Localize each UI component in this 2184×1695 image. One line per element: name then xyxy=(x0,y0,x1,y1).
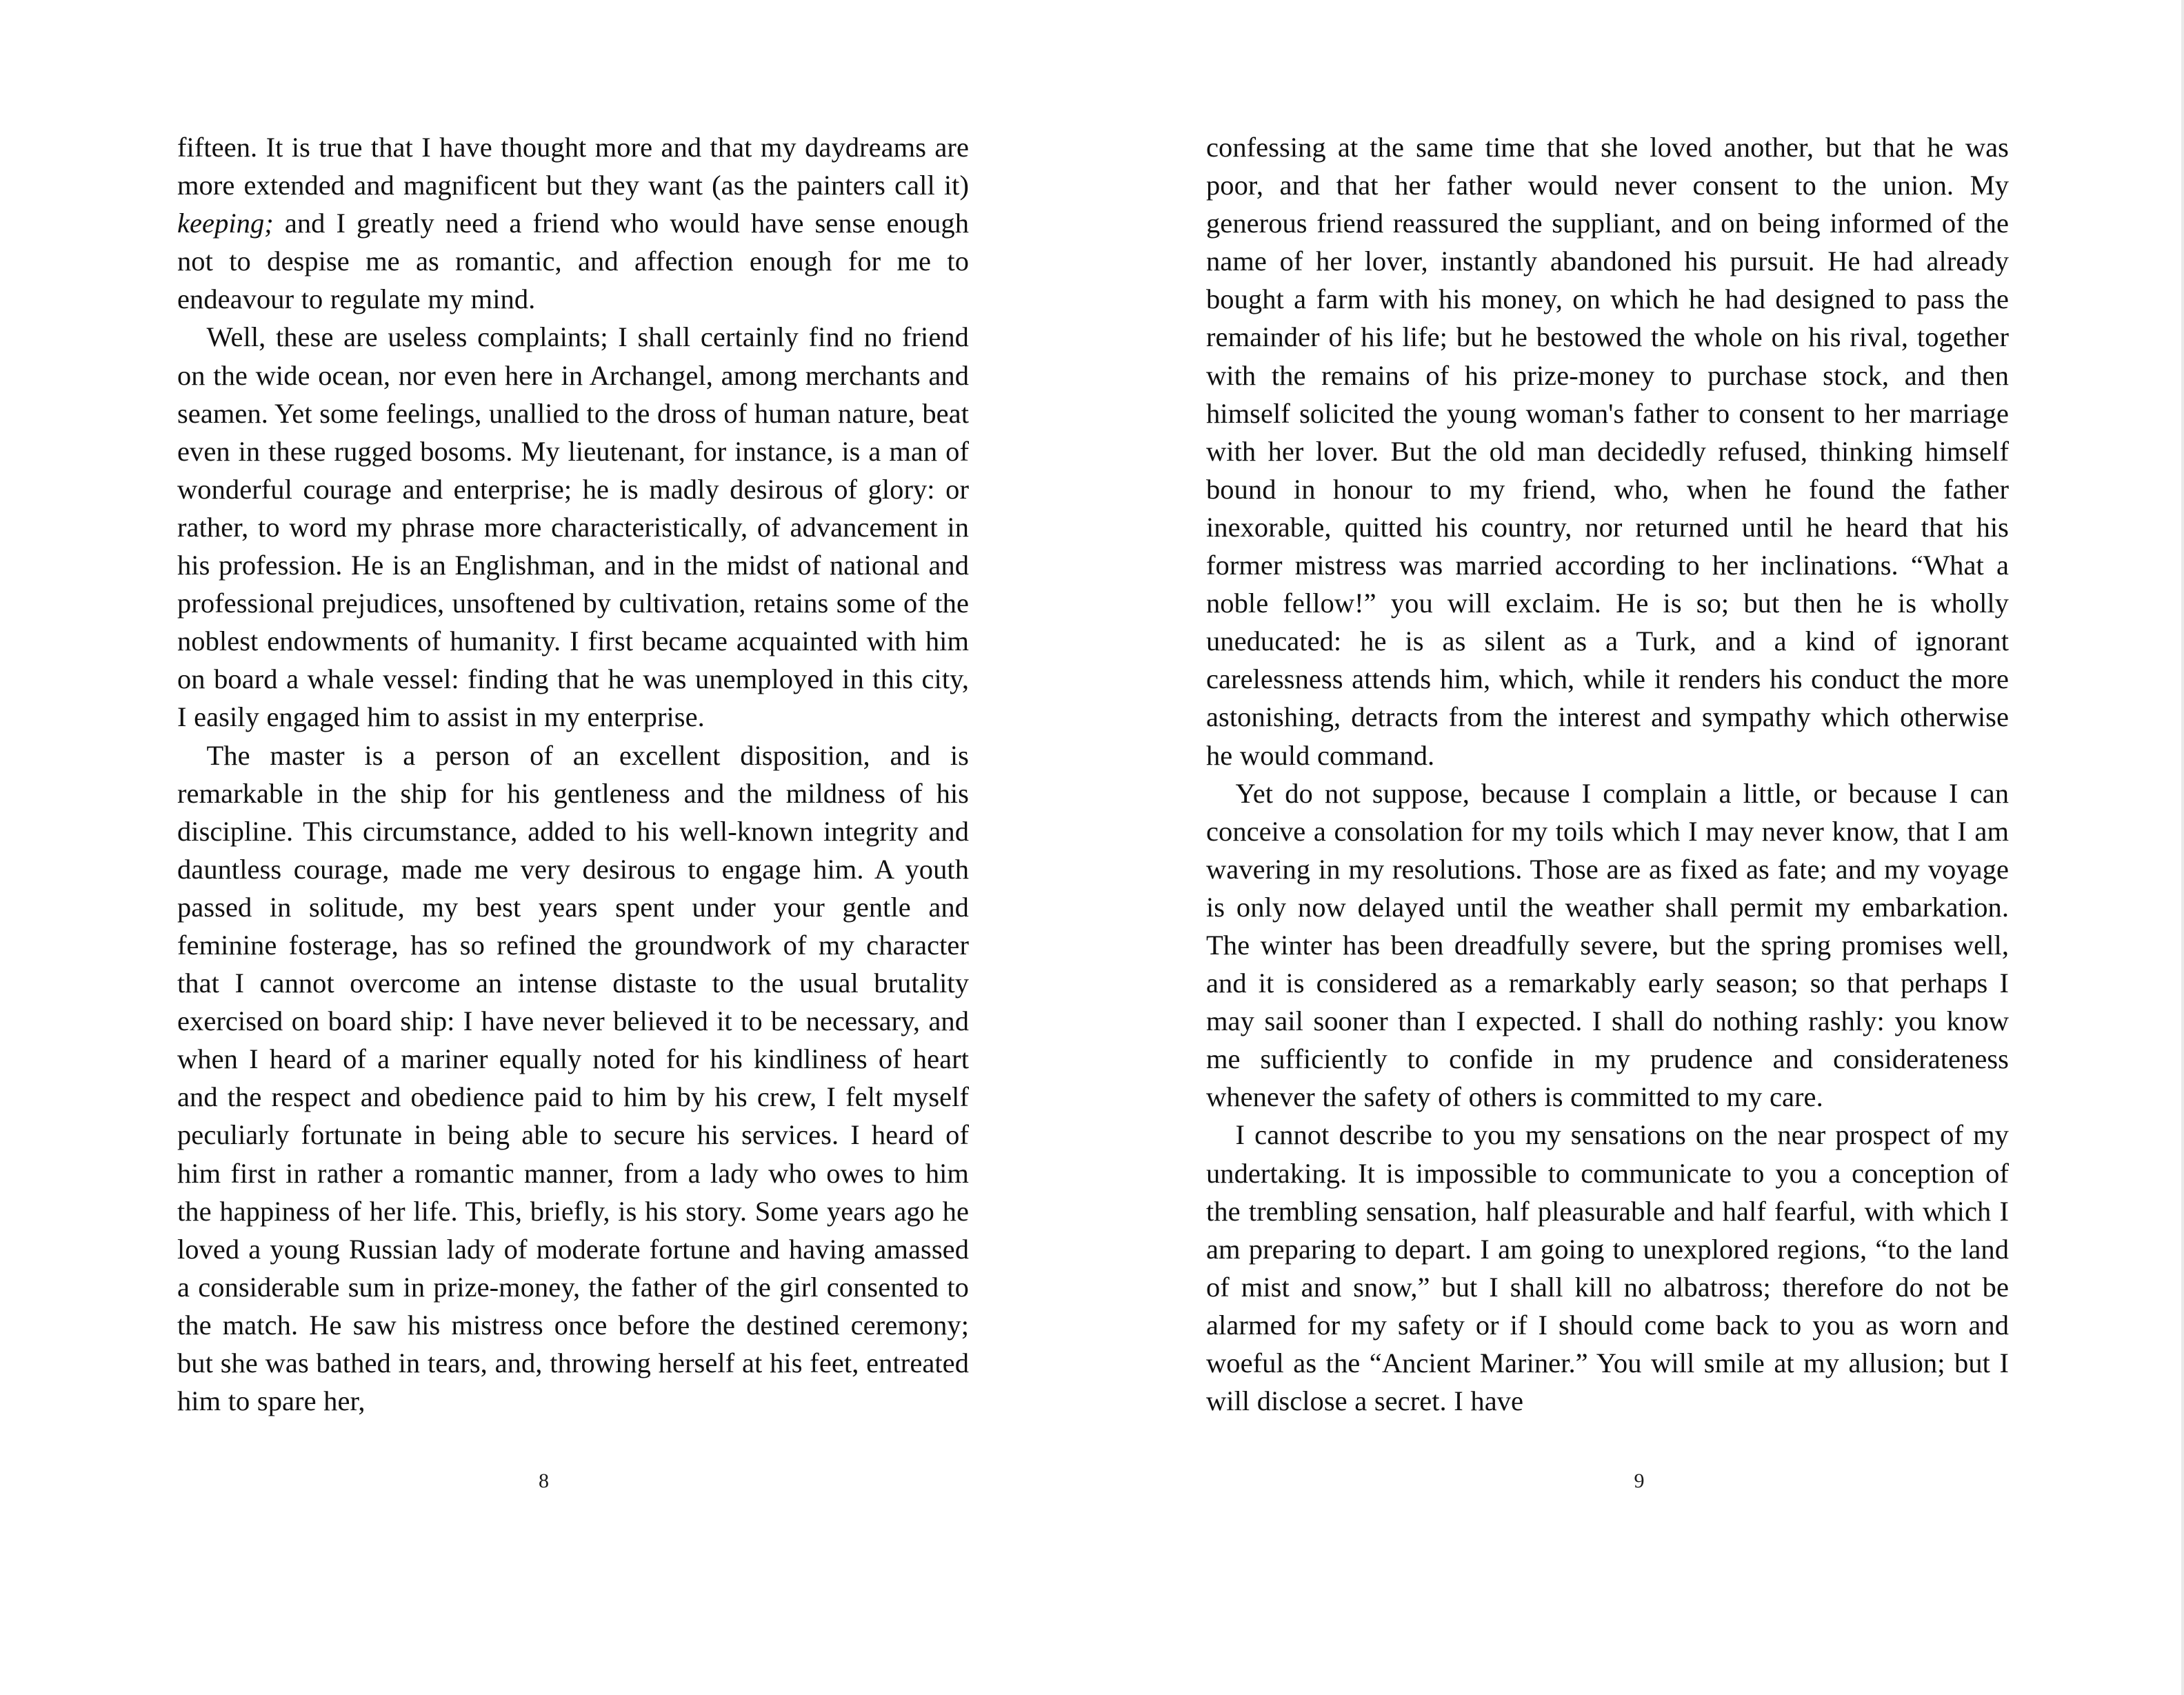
paragraph-i-cannot-describe: I cannot describe to you my sensations on the near prospect of my undertaking. It is impossible to communicate to you a conception of the trembling sensation, half pleasurable and half fearful, with which I am preparing to depart. I am going to unexplored regions, “to the land of mist and snow,” but I shall kill no albatross; therefore do not be alarmed for my safety or if I should come back to you as worn and woeful as the “Ancient Mariner.” You will smile at my allusion; but I will disclose a secret. I have xyxy=(1206,1119,2009,1417)
left-page-text-block xyxy=(177,128,969,1420)
scan-page-edge xyxy=(2181,0,2184,1695)
paragraph-segment-roman-1: fifteen. It is true that I have thought more and that my daydreams are more extended and magnificent but they want (as the painters call it) xyxy=(177,132,969,201)
paragraph-yet-do-not-suppose: Yet do not suppose, because I complain a little, or because I can conceive a consolation for my toils which I may never know, that I am wavering in my resolutions. Those are as fixed as fate; and my voyage is only now delayed until the weather shall permit my embarkation. The winter has been dreadfully severe, but the spring promises well, and it is considered as a remarkably early season; so that perhaps I may sail sooner than I expected. I shall do nothing rashly: you know me sufficiently to confide in my prudence and considerateness whenever the safety of others is committed to my care. xyxy=(1206,777,2009,1113)
page-number-left: 8 xyxy=(539,1470,549,1492)
right-page-text-block xyxy=(1206,128,2009,1420)
page-number-right: 9 xyxy=(1634,1470,1645,1492)
paragraph-segment-roman-2: and I greatly need a friend who would have sense enough not to despise me as romantic, and affection enough for me to endeavour to regulate my mind. xyxy=(177,208,969,315)
paragraph-the-master: The master is a person of an excellent disposition, and is remarkable in the ship for his gentleness and the mildness of his discipline. This circumstance, added to his well-known integrity and dauntless courage, made me very desirous to engage him. A youth passed in solitude, my best years spent under your gentle and feminine fosterage, has so refined the groundwork of my character that I cannot overcome an intense distaste to the usual brutality exercised on board ship: I have never believed it to be necessary, and when I heard of a mariner equally noted for his kindliness of heart and the respect and obedience paid to him by his crew, I felt myself peculiarly fortunate in being able to secure his services. I heard of him first in rather a romantic manner, from a lady who owes to him the happiness of her life. This, briefly, is his story. Some years ago he loved a young Russian lady of moderate fortune and having amassed a considerable sum in prize-money, the father of the girl consented to the match. He saw his mistress once before the destined ceremony; but she was bathed in tears, and, throwing herself at his feet, entreated him to spare her, xyxy=(177,739,969,1417)
paragraph-continued-fifteen xyxy=(177,128,969,318)
paragraph-segment-italic-keeping: keeping; xyxy=(177,208,274,239)
page-right xyxy=(1092,0,2184,1695)
paragraph-continued-confessing: confessing at the same time that she loved another, but that he was poor, and that her father would never consent to the union. My generous friend reassured the suppliant, and on being informed of the name of her lover, instantly abandoned his pursuit. He had already bought a farm with his money, on which he had designed to pass the remainder of his life; but he bestowed the whole on his rival, together with the remains of his prize-money to purchase stock, and then himself solicited the young woman's father to consent to her marriage with her lover. But the old man decidedly refused, thinking himself bound in honour to my friend, who, when he found the father inexorable, quitted his country, nor returned until he heard that his former mistress was married according to her inclinations. “What a noble fellow!” you will exclaim. He is so; but then he is wholly uneducated: he is as silent as a Turk, and a kind of ignorant carelessness attends him, which, while it renders his conduct the more astonishing, detracts from the interest and sympathy which otherwise he would command. xyxy=(1206,132,2009,771)
paragraph-useless-complaints: Well, these are useless complaints; I shall certainly find no friend on the wide ocean, nor even here in Archangel, among merchants and seamen. Yet some feelings, unallied to the dross of human nature, beat even in these rugged bosoms. My lieutenant, for instance, is a man of wonderful courage and enterprise; he is madly desirous of glory: or rather, to word my phrase more characteristically, of advancement in his profession. He is an Englishman, and in the midst of national and professional prejudices, unsoftened by cultivation, retains some of the noblest endowments of humanity. I first became acquainted with him on board a whale vessel: finding that he was unemployed in this city, I easily engaged him to assist in my enterprise. xyxy=(177,321,969,733)
